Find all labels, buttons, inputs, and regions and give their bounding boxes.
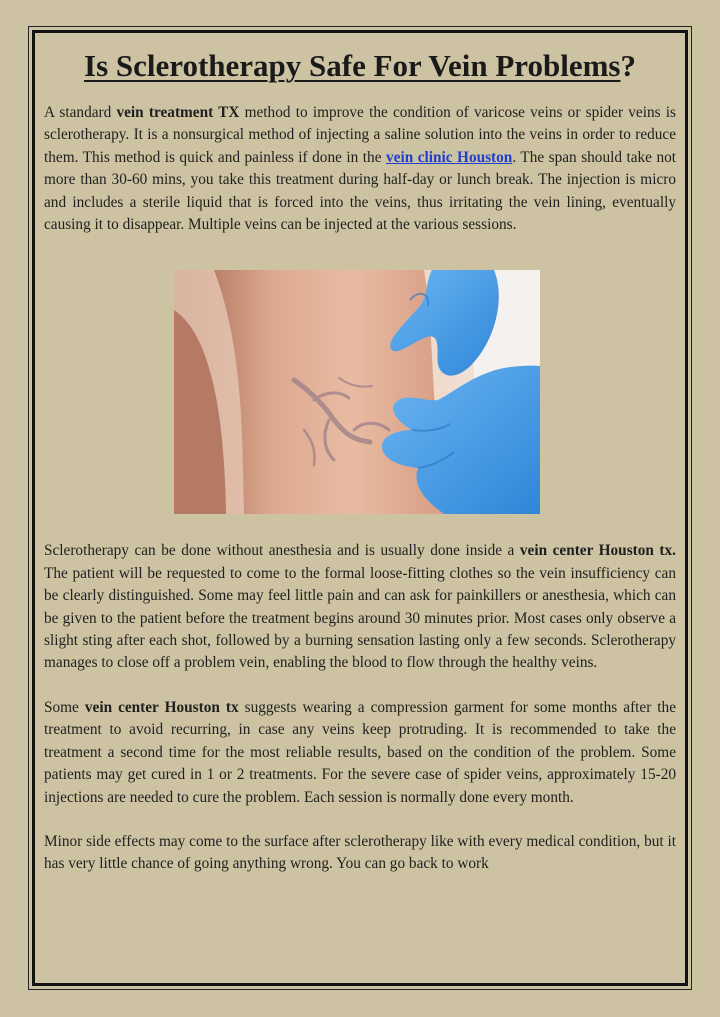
p1-text-a: A standard [44,104,117,121]
p1-text-c: method to improve the condition of varicose veins or spider veins is sclerotherapy. It is a nonsurgical method of injecting a saline solution into the veins in order to reduce them. This method is quick and painless if done in the [44,104,676,166]
p2-bold-keyword: vein center Houston tx. [519,542,676,560]
title-text: Is Sclerotherapy Safe For Vein Problems [84,48,621,83]
p3-text-c: suggests wearing a compression garment for some months after the treatment to avoid recurring, in case any veins keep protruding. It is recommended to take the treatment a second time for the most reliable results, based on the condition of the problem. Some patients may get cured in 1 or 2 treatments. For the severe case of spider veins, approximately 15-20 injections are needed to cure the problem. Each session is normally done every month. [44,698,676,806]
vein-clinic-houston-link[interactable]: vein clinic Houston [386,148,513,166]
page-title [44,42,676,90]
p2-text-a: Sclerotherapy can be done without anesthesia and is usually done inside a [44,542,520,560]
paragraph-4 [44,831,676,876]
p3-bold-keyword: vein center Houston tx [84,698,239,716]
p2-text-c: The patient will be requested to come to the formal loose-fitting clothes so the vein insufficiency can be clearly distinguished. Some may feel little pain and can ask for painkillers or anesthesia, which can be given to the patient before the treatment begins around 30 minutes prior. Most cases only observe a slight sting after each shot, followed by a burning sensation lasting only a few seconds. Sclerotherapy manages to close off a problem vein, enabling the blood to flow through the healthy veins. [44,564,676,672]
title-question-mark: ? [620,48,636,83]
paragraph-3 [44,697,676,809]
p4-text-a: Minor side effects may come to the surface after sclerotherapy like with every medical condition, but it has very little chance of going anything wrong. You can go back to work [44,832,676,873]
p1-bold-keyword: vein treatment TX [116,104,240,121]
paragraph-2 [44,540,676,674]
leg-photo-illustration [174,270,540,514]
sclerotherapy-leg-photo [174,270,540,514]
p3-text-a: Some [44,698,85,716]
paragraph-1 [44,102,676,236]
document-content [44,42,676,876]
p1-text-d: . The span should take not more than 30-60 mins, you take this treatment during half-day or lunch break. The injection is micro and includes a sterile liquid that is forced into the veins, thus irritating the vein lining, eventually causing it to disappear. Multiple veins can be injected at the various sessions. [44,148,677,234]
